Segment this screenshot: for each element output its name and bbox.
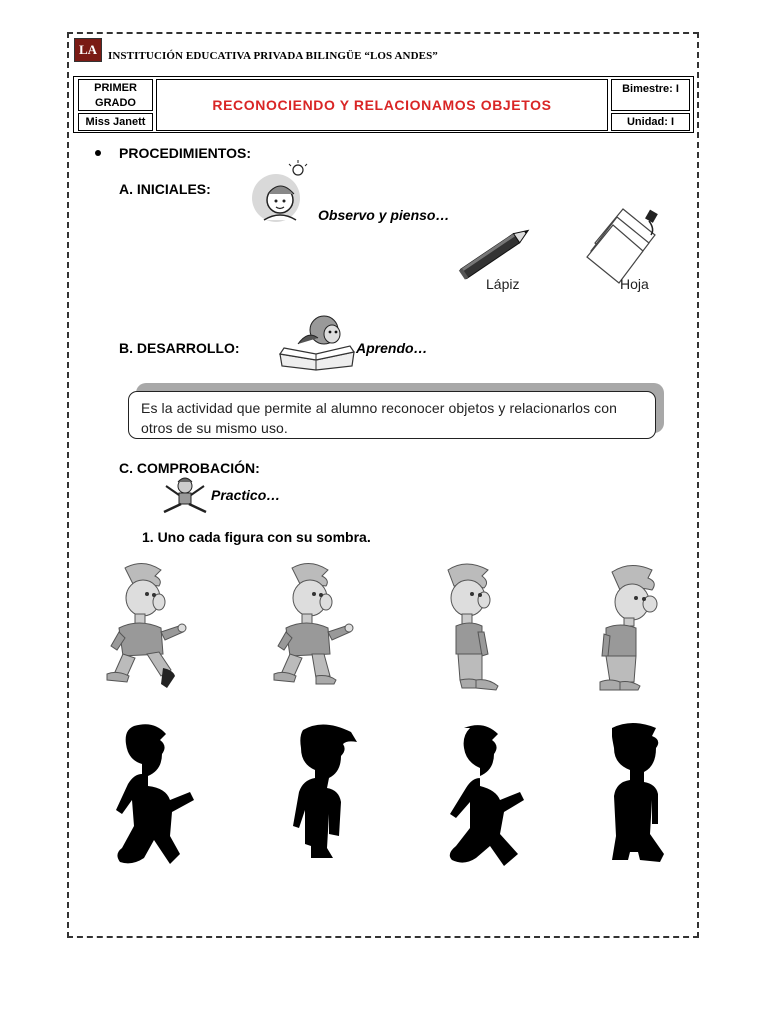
reading-person-icon	[278, 314, 358, 370]
pencil-label: Lápiz	[486, 276, 520, 292]
walking-boy-figure-1[interactable]	[105, 562, 190, 692]
desarrollo-heading: B. DESARROLLO:	[119, 340, 240, 356]
bullet-icon	[95, 150, 101, 156]
grade-cell	[78, 79, 153, 111]
iniciales-heading: A. INICIALES:	[119, 181, 211, 197]
shadow-silhouette-3[interactable]	[440, 722, 535, 872]
school-name: INSTITUCIÓN EDUCATIVA PRIVADA BILINGÜE “LOS ANDES”	[108, 50, 438, 62]
school-logo: LA	[74, 38, 102, 62]
procedimientos-heading: PROCEDIMIENTOS:	[119, 145, 251, 161]
worksheet-title: RECONOCIENDO Y RELACIONAMOS OBJETOS	[156, 79, 608, 131]
desarrollo-caption: Aprendo…	[356, 340, 428, 356]
exercise-instruction: 1. Uno cada figura con su sombra.	[142, 529, 371, 545]
paper-label: Hoja	[620, 276, 649, 292]
walking-boy-figure-2[interactable]	[272, 562, 357, 692]
thinking-girl-icon	[250, 160, 320, 230]
comprobacion-caption: Practico…	[211, 487, 281, 503]
pencil-icon	[455, 222, 539, 282]
comprobacion-heading: C. COMPROBACIÓN:	[119, 460, 260, 476]
header-table	[73, 76, 694, 133]
standing-boy-figure-4[interactable]	[598, 564, 673, 694]
bimestre-cell: Bimestre: I	[611, 79, 690, 111]
unidad-cell: Unidad: I	[611, 113, 690, 131]
teacher-cell: Miss Janett	[78, 113, 153, 131]
iniciales-caption: Observo y pienso…	[318, 207, 450, 223]
shadow-silhouette-1[interactable]	[104, 722, 189, 872]
jumping-child-icon	[160, 476, 210, 516]
shadow-silhouette-4[interactable]	[598, 722, 673, 872]
definition-box: Es la actividad que permite al alumno reconocer objetos y relacionarlos con otros de su mismo uso.	[128, 391, 656, 439]
grade-line-2: GRADO	[95, 97, 136, 109]
shadow-silhouette-2[interactable]	[285, 722, 365, 872]
paper-sheets-icon	[585, 205, 665, 285]
grade-line-1: PRIMER	[94, 82, 137, 94]
standing-boy-figure-3[interactable]	[440, 562, 510, 692]
